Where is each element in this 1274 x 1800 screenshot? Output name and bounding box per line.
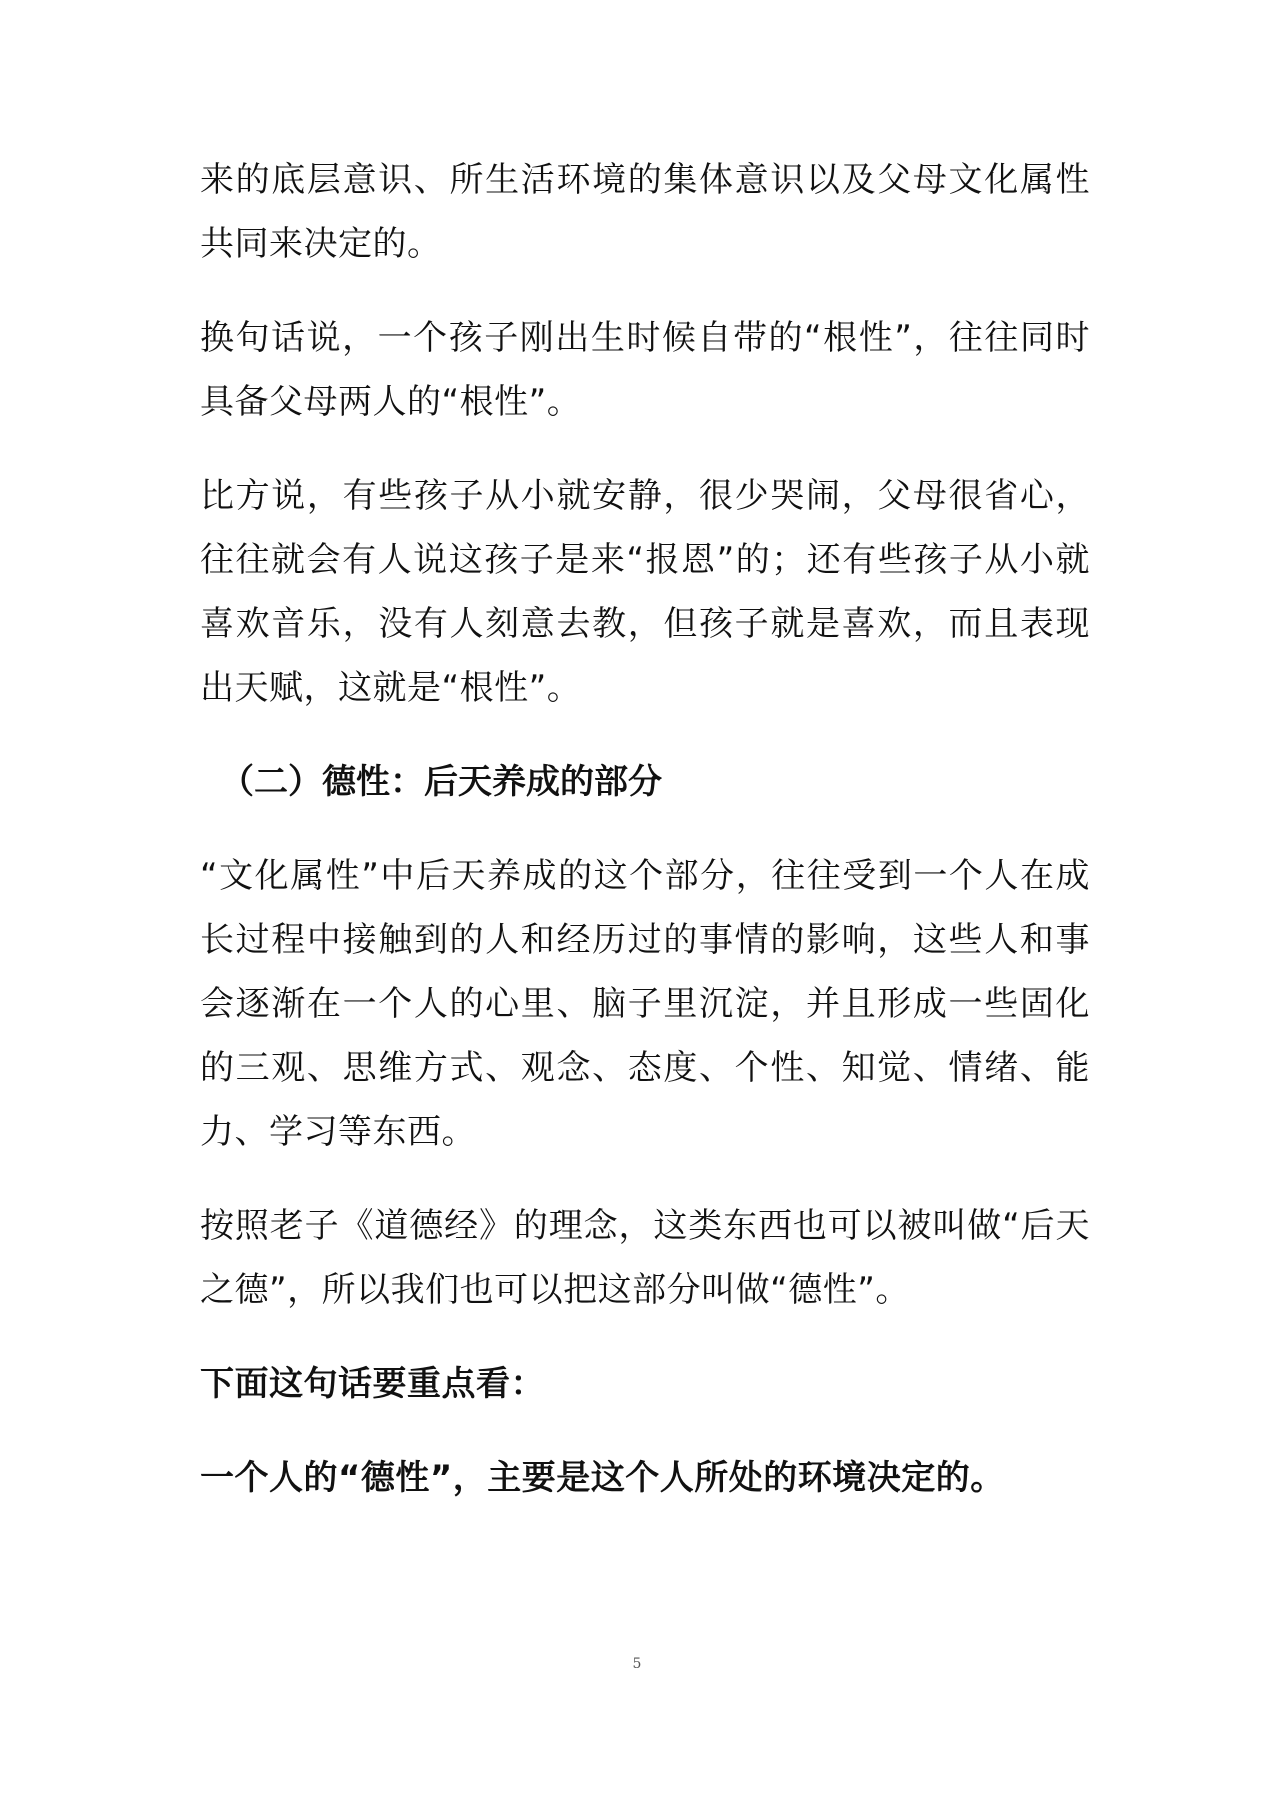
paragraph: 换句话说，一个孩子刚出生时候自带的“根性”，往往同时具备父母两人的“根性”。	[200, 318, 1090, 422]
emphasis-sentence: 一个人的“德性”，主要是这个人所处的环境决定的。	[200, 1458, 1005, 1498]
emphasis-intro: 下面这句话要重点看：	[200, 1364, 545, 1404]
document-body	[200, 148, 1090, 1540]
paragraph: 按照老子《道德经》的理念，这类东西也可以被叫做“后天之德”，所以我们也可以把这部分叫做“德性”。	[200, 1206, 1090, 1310]
paragraph: “文化属性”中后天养成的这个部分，往往受到一个人在成长过程中接触到的人和经历过的事情的影响，这些人和事会逐渐在一个人的心里、脑子里沉淀，并且形成一些固化的三观、思维方式、观念、态度、个性、知觉、情绪、能力、学习等东西。	[200, 856, 1090, 1152]
page-number: 5	[632, 1656, 642, 1672]
section-heading: （二）德性：后天养成的部分	[220, 762, 662, 802]
paragraph: 比方说，有些孩子从小就安静，很少哭闹，父母很省心，往往就会有人说这孩子是来“报恩”的；还有些孩子从小就喜欢音乐，没有人刻意去教，但孩子就是喜欢，而且表现出天赋，这就是“根性”。	[200, 476, 1090, 708]
paragraph: 来的底层意识、所生活环境的集体意识以及父母文化属性共同来决定的。	[200, 160, 1090, 264]
